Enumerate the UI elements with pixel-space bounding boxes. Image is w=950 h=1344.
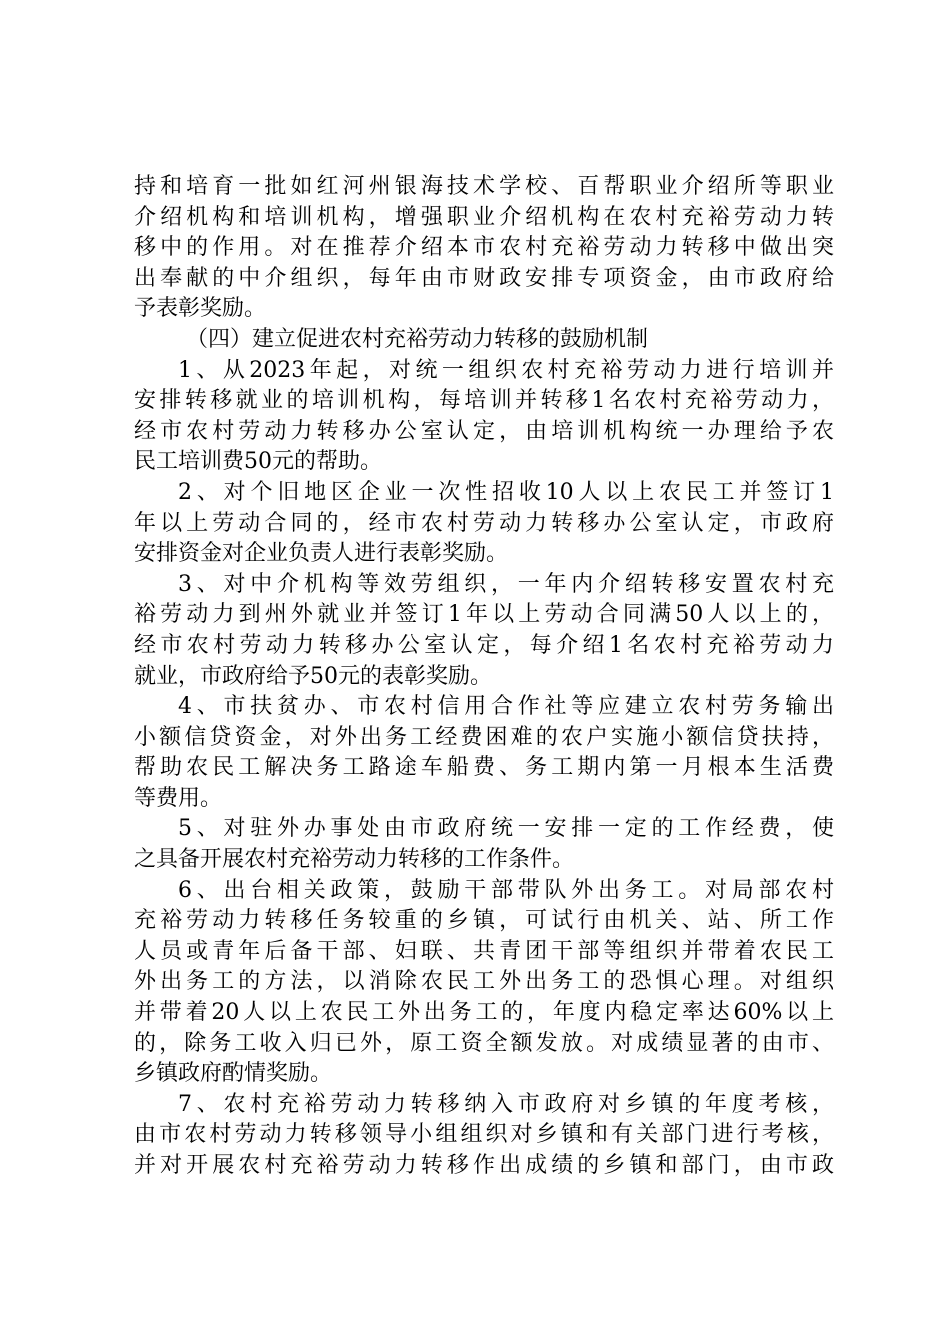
- list-item-5: [134, 814, 834, 875]
- text-line: 予表彰奖励。: [134, 296, 267, 322]
- text-line: 就业，市政府给予50元的表彰奖励。: [134, 663, 492, 689]
- heading-text: （四）建立促进农村充裕劳动力转移的鼓励机制: [186, 326, 649, 352]
- text-line: 年以上劳动合同的，经市农村劳动力转移办公室认定，市政府: [134, 510, 834, 536]
- text-line: 1、从2023年起，对统一组织农村充裕劳动力进行培训并: [178, 357, 834, 383]
- section-heading: [134, 325, 834, 356]
- document-body: [134, 172, 834, 1182]
- text-line: 由市农村劳动力转移领导小组组织对乡镇和有关部门进行考核，: [134, 1122, 834, 1148]
- text-line: 并对开展农村充裕劳动力转移作出成绩的乡镇和部门，由市政: [134, 1153, 834, 1178]
- text-line: 充裕劳动力转移任务较重的乡镇，可试行由机关、站、所工作: [134, 908, 834, 934]
- paragraph-continuation: [134, 172, 834, 325]
- list-item-2: [134, 478, 834, 570]
- text-line: 安排转移就业的培训机构，每培训并转移1名农村充裕劳动力，: [134, 388, 834, 414]
- text-line: 经市农村劳动力转移办公室认定，由培训机构统一办理给予农: [134, 418, 834, 444]
- text-line: 7、农村充裕劳动力转移纳入市政府对乡镇的年度考核，: [178, 1091, 834, 1117]
- text-line: 小额信贷资金，对外出务工经费困难的农户实施小额信贷扶持，: [134, 724, 834, 750]
- list-item-1: [134, 356, 834, 478]
- text-line: 人员或青年后备干部、妇联、共青团干部等组织并带着农民工: [134, 938, 834, 964]
- text-line: 3、对中介机构等效劳组织，一年内介绍转移安置农村充: [178, 571, 834, 597]
- text-line: 出奉献的中介组织，每年由市财政安排专项资金，由市政府给: [134, 265, 834, 291]
- text-line: 外出务工的方法，以消除农民工外出务工的恐惧心理。对组织: [134, 969, 834, 995]
- text-line: 民工培训费50元的帮助。: [134, 449, 382, 475]
- text-line: 等费用。: [134, 785, 223, 811]
- list-item-4: [134, 692, 834, 814]
- text-line: 移中的作用。对在推荐介绍本市农村充裕劳动力转移中做出突: [134, 235, 834, 261]
- text-line: 安排资金对企业负责人进行表彰奖励。: [134, 541, 509, 567]
- text-line: 并带着20人以上农民工外出务工的，年度内稳定率达60%以上: [134, 1000, 834, 1026]
- text-line: 之具备开展农村充裕劳动力转移的工作条件。: [134, 847, 575, 873]
- text-line: 6、出台相关政策，鼓励干部带队外出务工。对局部农村: [178, 877, 834, 903]
- text-line: 的，除务工收入归已外，原工资全额发放。对成绩显著的由市、: [134, 1030, 834, 1056]
- list-item-6: [134, 876, 834, 1090]
- text-line: 介绍机构和培训机构，增强职业介绍机构在农村充裕劳动力转: [134, 204, 834, 230]
- text-line: 经市农村劳动力转移办公室认定，每介绍1名农村充裕劳动力: [134, 632, 834, 658]
- list-item-3: [134, 570, 834, 692]
- text-line: 持和培育一批如红河州银海技术学校、百帮职业介绍所等职业: [134, 174, 834, 199]
- text-line: 帮助农民工解决务工路途车船费、务工期内第一月根本生活费: [134, 755, 834, 781]
- text-line: 裕劳动力到州外就业并签订1年以上劳动合同满50人以上的，: [134, 602, 834, 628]
- text-line: 5、对驻外办事处由市政府统一安排一定的工作经费，使: [178, 816, 834, 842]
- text-line: 4、市扶贫办、市农村信用合作社等应建立农村劳务输出: [178, 694, 834, 720]
- text-line: 乡镇政府酌情奖励。: [134, 1061, 333, 1087]
- text-line: 2、对个旧地区企业一次性招收10人以上农民工并签订1: [178, 479, 834, 505]
- list-item-7: [134, 1090, 834, 1182]
